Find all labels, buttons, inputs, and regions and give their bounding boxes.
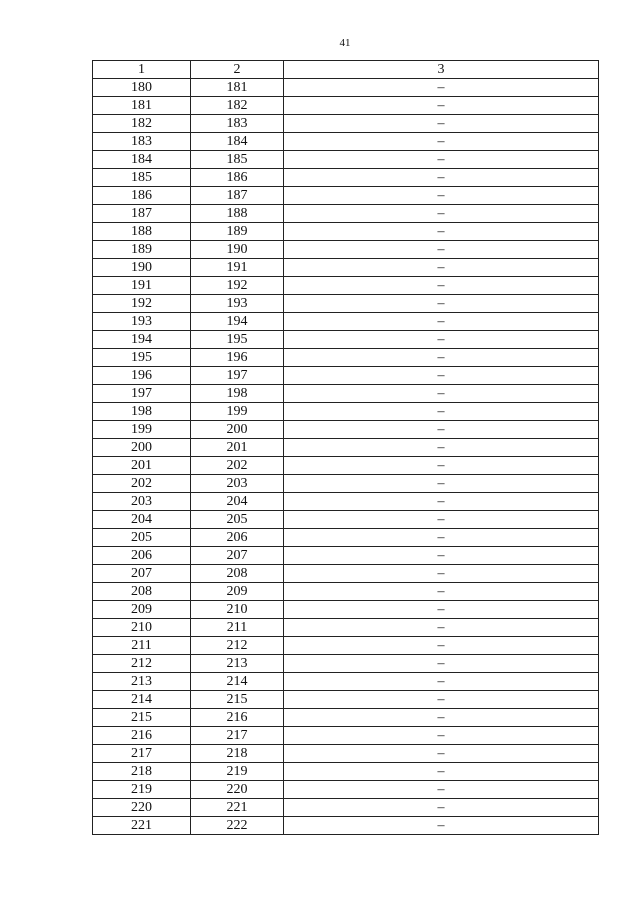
table-cell-col-2: 218	[191, 745, 284, 763]
table-cell-col-2: 216	[191, 709, 284, 727]
table-row	[93, 601, 599, 619]
table-cell-col-2: 219	[191, 763, 284, 781]
table-cell-col-1: 201	[93, 457, 191, 475]
table-cell-col-2: 205	[191, 511, 284, 529]
table-cell-col-3: –	[284, 349, 599, 367]
table-cell-col-2: 194	[191, 313, 284, 331]
table-row	[93, 169, 599, 187]
table-row	[93, 97, 599, 115]
column-header-2: 2	[191, 61, 284, 79]
table-cell-col-3: –	[284, 421, 599, 439]
table-row	[93, 421, 599, 439]
table-cell-col-1: 196	[93, 367, 191, 385]
table-row	[93, 115, 599, 133]
table-cell-col-2: 202	[191, 457, 284, 475]
table-row	[93, 259, 599, 277]
table-cell-col-1: 205	[93, 529, 191, 547]
table-row	[93, 529, 599, 547]
table-row	[93, 493, 599, 511]
table-cell-col-2: 208	[191, 565, 284, 583]
table-cell-col-2: 197	[191, 367, 284, 385]
table-cell-col-1: 192	[93, 295, 191, 313]
table-cell-col-1: 194	[93, 331, 191, 349]
table-row	[93, 709, 599, 727]
table-cell-col-3: –	[284, 133, 599, 151]
table-cell-col-3: –	[284, 601, 599, 619]
table-cell-col-1: 190	[93, 259, 191, 277]
table-cell-col-1: 220	[93, 799, 191, 817]
table-cell-col-2: 184	[191, 133, 284, 151]
table-cell-col-2: 221	[191, 799, 284, 817]
table-cell-col-3: –	[284, 295, 599, 313]
table-cell-col-2: 188	[191, 205, 284, 223]
table-cell-col-2: 181	[191, 79, 284, 97]
table-row	[93, 565, 599, 583]
table-row	[93, 745, 599, 763]
table-cell-col-1: 191	[93, 277, 191, 295]
table-row	[93, 511, 599, 529]
table-row	[93, 367, 599, 385]
table-cell-col-1: 200	[93, 439, 191, 457]
table-cell-col-2: 185	[191, 151, 284, 169]
table-row	[93, 349, 599, 367]
table-cell-col-1: 195	[93, 349, 191, 367]
table-cell-col-1: 185	[93, 169, 191, 187]
table-cell-col-2: 200	[191, 421, 284, 439]
table-cell-col-3: –	[284, 367, 599, 385]
table-cell-col-3: –	[284, 313, 599, 331]
table-cell-col-3: –	[284, 457, 599, 475]
table-cell-col-3: –	[284, 547, 599, 565]
table-cell-col-2: 215	[191, 691, 284, 709]
table-cell-col-1: 184	[93, 151, 191, 169]
table-cell-col-1: 212	[93, 655, 191, 673]
table-cell-col-3: –	[284, 97, 599, 115]
table-row	[93, 637, 599, 655]
table-cell-col-1: 208	[93, 583, 191, 601]
table-cell-col-1: 182	[93, 115, 191, 133]
table-row	[93, 619, 599, 637]
table-cell-col-2: 210	[191, 601, 284, 619]
column-header-3: 3	[284, 61, 599, 79]
table-cell-col-3: –	[284, 79, 599, 97]
table-cell-col-2: 213	[191, 655, 284, 673]
table-cell-col-2: 206	[191, 529, 284, 547]
table-row	[93, 241, 599, 259]
table-row	[93, 763, 599, 781]
table-header-row	[93, 61, 599, 79]
table-cell-col-3: –	[284, 439, 599, 457]
table-cell-col-2: 195	[191, 331, 284, 349]
table-cell-col-2: 214	[191, 673, 284, 691]
table-row	[93, 295, 599, 313]
table-row	[93, 781, 599, 799]
table-cell-col-3: –	[284, 637, 599, 655]
table-cell-col-1: 197	[93, 385, 191, 403]
table-cell-col-3: –	[284, 763, 599, 781]
table-cell-col-1: 211	[93, 637, 191, 655]
table-cell-col-3: –	[284, 619, 599, 637]
table-cell-col-3: –	[284, 223, 599, 241]
table-cell-col-1: 187	[93, 205, 191, 223]
table-body	[93, 79, 599, 835]
table-cell-col-2: 187	[191, 187, 284, 205]
table-cell-col-3: –	[284, 277, 599, 295]
table-row	[93, 205, 599, 223]
table-cell-col-3: –	[284, 259, 599, 277]
table-row	[93, 673, 599, 691]
table-cell-col-2: 203	[191, 475, 284, 493]
table-cell-col-1: 206	[93, 547, 191, 565]
table-cell-col-2: 207	[191, 547, 284, 565]
table-row	[93, 547, 599, 565]
table-row	[93, 79, 599, 97]
table-cell-col-3: –	[284, 493, 599, 511]
table-cell-col-3: –	[284, 511, 599, 529]
table-row	[93, 655, 599, 673]
table-row	[93, 457, 599, 475]
table-cell-col-3: –	[284, 475, 599, 493]
table-cell-col-2: 192	[191, 277, 284, 295]
table-row	[93, 313, 599, 331]
table-cell-col-3: –	[284, 727, 599, 745]
table-row	[93, 385, 599, 403]
table-cell-col-3: –	[284, 745, 599, 763]
table-cell-col-3: –	[284, 187, 599, 205]
table-cell-col-1: 193	[93, 313, 191, 331]
table-cell-col-1: 214	[93, 691, 191, 709]
table-cell-col-3: –	[284, 655, 599, 673]
table-cell-col-2: 198	[191, 385, 284, 403]
table-cell-col-3: –	[284, 781, 599, 799]
table-cell-col-2: 211	[191, 619, 284, 637]
table-cell-col-2: 183	[191, 115, 284, 133]
table-cell-col-2: 217	[191, 727, 284, 745]
table-cell-col-2: 186	[191, 169, 284, 187]
table-cell-col-2: 220	[191, 781, 284, 799]
table-cell-col-3: –	[284, 565, 599, 583]
table-row	[93, 133, 599, 151]
table-cell-col-2: 193	[191, 295, 284, 313]
table-cell-col-2: 212	[191, 637, 284, 655]
table-cell-col-3: –	[284, 385, 599, 403]
table-cell-col-3: –	[284, 673, 599, 691]
table-cell-col-2: 190	[191, 241, 284, 259]
table-row	[93, 439, 599, 457]
table-cell-col-3: –	[284, 817, 599, 835]
table-cell-col-1: 188	[93, 223, 191, 241]
table-cell-col-1: 221	[93, 817, 191, 835]
table-row	[93, 817, 599, 835]
table-cell-col-1: 183	[93, 133, 191, 151]
table-cell-col-3: –	[284, 709, 599, 727]
table-cell-col-2: 191	[191, 259, 284, 277]
table-cell-col-2: 199	[191, 403, 284, 421]
table-cell-col-1: 180	[93, 79, 191, 97]
table-cell-col-1: 215	[93, 709, 191, 727]
page-number: 41	[339, 37, 351, 49]
table-cell-col-3: –	[284, 691, 599, 709]
table-row	[93, 475, 599, 493]
table-cell-col-3: –	[284, 169, 599, 187]
table-cell-col-3: –	[284, 403, 599, 421]
table-cell-col-1: 207	[93, 565, 191, 583]
table-cell-col-3: –	[284, 331, 599, 349]
table-cell-col-1: 218	[93, 763, 191, 781]
table-cell-col-3: –	[284, 529, 599, 547]
table-cell-col-2: 182	[191, 97, 284, 115]
table-cell-col-2: 204	[191, 493, 284, 511]
table-cell-col-1: 210	[93, 619, 191, 637]
table-cell-col-3: –	[284, 241, 599, 259]
table-row	[93, 151, 599, 169]
table-cell-col-2: 222	[191, 817, 284, 835]
table-cell-col-3: –	[284, 115, 599, 133]
column-header-1: 1	[93, 61, 191, 79]
table-cell-col-2: 209	[191, 583, 284, 601]
table-row	[93, 331, 599, 349]
table-cell-col-1: 189	[93, 241, 191, 259]
table-cell-col-1: 186	[93, 187, 191, 205]
table-row	[93, 727, 599, 745]
table-cell-col-1: 209	[93, 601, 191, 619]
table-row	[93, 799, 599, 817]
table-cell-col-1: 204	[93, 511, 191, 529]
table-cell-col-2: 189	[191, 223, 284, 241]
table-row	[93, 223, 599, 241]
table-cell-col-3: –	[284, 151, 599, 169]
table-row	[93, 691, 599, 709]
table-cell-col-1: 219	[93, 781, 191, 799]
table-row	[93, 277, 599, 295]
table-cell-col-1: 202	[93, 475, 191, 493]
table-cell-col-2: 196	[191, 349, 284, 367]
table-cell-col-3: –	[284, 205, 599, 223]
table-cell-col-1: 216	[93, 727, 191, 745]
table-cell-col-1: 181	[93, 97, 191, 115]
table-row	[93, 583, 599, 601]
table-row	[93, 187, 599, 205]
table-cell-col-1: 199	[93, 421, 191, 439]
data-table	[92, 60, 599, 835]
table-cell-col-1: 217	[93, 745, 191, 763]
table-cell-col-1: 198	[93, 403, 191, 421]
table-cell-col-1: 213	[93, 673, 191, 691]
table-row	[93, 403, 599, 421]
table-cell-col-2: 201	[191, 439, 284, 457]
table-cell-col-1: 203	[93, 493, 191, 511]
table-cell-col-3: –	[284, 799, 599, 817]
table-cell-col-3: –	[284, 583, 599, 601]
